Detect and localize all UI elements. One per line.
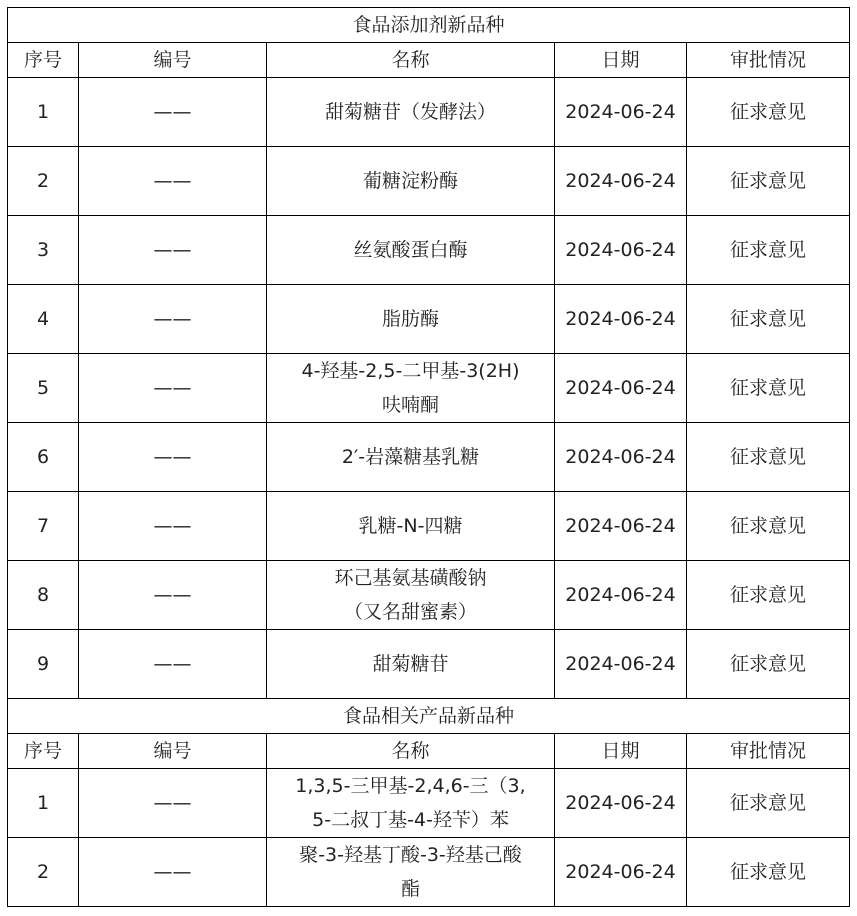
row-number: 2 xyxy=(8,838,79,907)
row-code: —— xyxy=(79,630,267,699)
row-date: 2024-06-24 xyxy=(555,838,687,907)
row-number: 8 xyxy=(8,561,79,630)
row-code: —— xyxy=(79,769,267,838)
row-date: 2024-06-24 xyxy=(555,147,687,216)
table-row xyxy=(8,561,850,630)
section-title: 食品添加剂新品种 xyxy=(8,8,850,43)
table-row xyxy=(8,630,850,699)
row-name xyxy=(267,216,555,285)
column-header-code: 编号 xyxy=(79,43,267,78)
table-row xyxy=(8,354,850,423)
row-status: 征求意见 xyxy=(687,561,850,630)
new-varieties-table xyxy=(7,7,850,907)
row-name xyxy=(267,630,555,699)
table-row xyxy=(8,492,850,561)
row-number: 7 xyxy=(8,492,79,561)
row-name-line: 5-二叔丁基-4-羟苄）苯 xyxy=(312,809,509,831)
row-status: 征求意见 xyxy=(687,423,850,492)
row-name xyxy=(267,492,555,561)
row-name xyxy=(267,285,555,354)
table-row xyxy=(8,216,850,285)
row-name-line: 2′-岩藻糖基乳糖 xyxy=(341,446,480,468)
row-status: 征求意见 xyxy=(687,285,850,354)
row-name xyxy=(267,561,555,630)
row-status: 征求意见 xyxy=(687,354,850,423)
column-header-date: 日期 xyxy=(555,734,687,769)
header-row xyxy=(8,43,850,78)
row-name xyxy=(267,354,555,423)
row-code: —— xyxy=(79,423,267,492)
section-title-row xyxy=(8,8,850,43)
row-name xyxy=(267,423,555,492)
row-code: —— xyxy=(79,78,267,147)
row-number: 1 xyxy=(8,78,79,147)
row-name-line: 1,3,5-三甲基-2,4,6-三（3, xyxy=(295,775,526,797)
header-row xyxy=(8,734,850,769)
row-name xyxy=(267,769,555,838)
row-name xyxy=(267,78,555,147)
column-header-status: 审批情况 xyxy=(687,734,850,769)
section-title-row xyxy=(8,699,850,734)
row-date: 2024-06-24 xyxy=(555,423,687,492)
row-code: —— xyxy=(79,147,267,216)
table-row xyxy=(8,423,850,492)
column-header-no: 序号 xyxy=(8,43,79,78)
row-name-line: 甜菊糖苷 xyxy=(372,653,449,675)
row-name xyxy=(267,147,555,216)
row-name-line: 乳糖-N-四糖 xyxy=(358,515,463,537)
row-code: —— xyxy=(79,838,267,907)
row-name-line: 甜菊糖苷（发酵法） xyxy=(324,101,496,123)
row-number: 6 xyxy=(8,423,79,492)
row-date: 2024-06-24 xyxy=(555,354,687,423)
column-header-name: 名称 xyxy=(267,43,555,78)
row-number: 4 xyxy=(8,285,79,354)
row-name-line: 葡糖淀粉酶 xyxy=(362,170,458,192)
column-header-code: 编号 xyxy=(79,734,267,769)
row-code: —— xyxy=(79,216,267,285)
row-code: —— xyxy=(79,354,267,423)
row-status: 征求意见 xyxy=(687,147,850,216)
row-code: —— xyxy=(79,285,267,354)
table-row xyxy=(8,147,850,216)
row-name-line: 4-羟基-2,5-二甲基-3(2H) xyxy=(301,360,520,382)
row-date: 2024-06-24 xyxy=(555,561,687,630)
section-title: 食品相关产品新品种 xyxy=(8,699,850,734)
row-name-line: 酯 xyxy=(400,878,420,900)
row-status: 征求意见 xyxy=(687,78,850,147)
row-name-line: （又名甜蜜素） xyxy=(343,601,477,623)
column-header-name: 名称 xyxy=(267,734,555,769)
row-status: 征求意见 xyxy=(687,838,850,907)
row-date: 2024-06-24 xyxy=(555,285,687,354)
row-date: 2024-06-24 xyxy=(555,769,687,838)
row-name-line: 环己基氨基磺酸钠 xyxy=(334,567,487,589)
row-number: 2 xyxy=(8,147,79,216)
table-row xyxy=(8,769,850,838)
row-name-line: 脂肪酶 xyxy=(381,308,439,330)
row-date: 2024-06-24 xyxy=(555,216,687,285)
row-status: 征求意见 xyxy=(687,630,850,699)
row-number: 3 xyxy=(8,216,79,285)
row-name xyxy=(267,838,555,907)
column-header-date: 日期 xyxy=(555,43,687,78)
row-code: —— xyxy=(79,492,267,561)
row-code: —— xyxy=(79,561,267,630)
row-number: 9 xyxy=(8,630,79,699)
row-name-line: 呋喃酮 xyxy=(381,394,439,416)
column-header-no: 序号 xyxy=(8,734,79,769)
row-status: 征求意见 xyxy=(687,492,850,561)
table-row xyxy=(8,285,850,354)
row-status: 征求意见 xyxy=(687,216,850,285)
row-date: 2024-06-24 xyxy=(555,492,687,561)
table-row xyxy=(8,838,850,907)
row-date: 2024-06-24 xyxy=(555,630,687,699)
column-header-status: 审批情况 xyxy=(687,43,850,78)
row-number: 1 xyxy=(8,769,79,838)
row-date: 2024-06-24 xyxy=(555,78,687,147)
table-body xyxy=(8,8,850,907)
row-name-line: 聚-3-羟基丁酸-3-羟基己酸 xyxy=(299,844,522,866)
row-number: 5 xyxy=(8,354,79,423)
table-row xyxy=(8,78,850,147)
row-name-line: 丝氨酸蛋白酶 xyxy=(353,239,468,261)
row-status: 征求意见 xyxy=(687,769,850,838)
